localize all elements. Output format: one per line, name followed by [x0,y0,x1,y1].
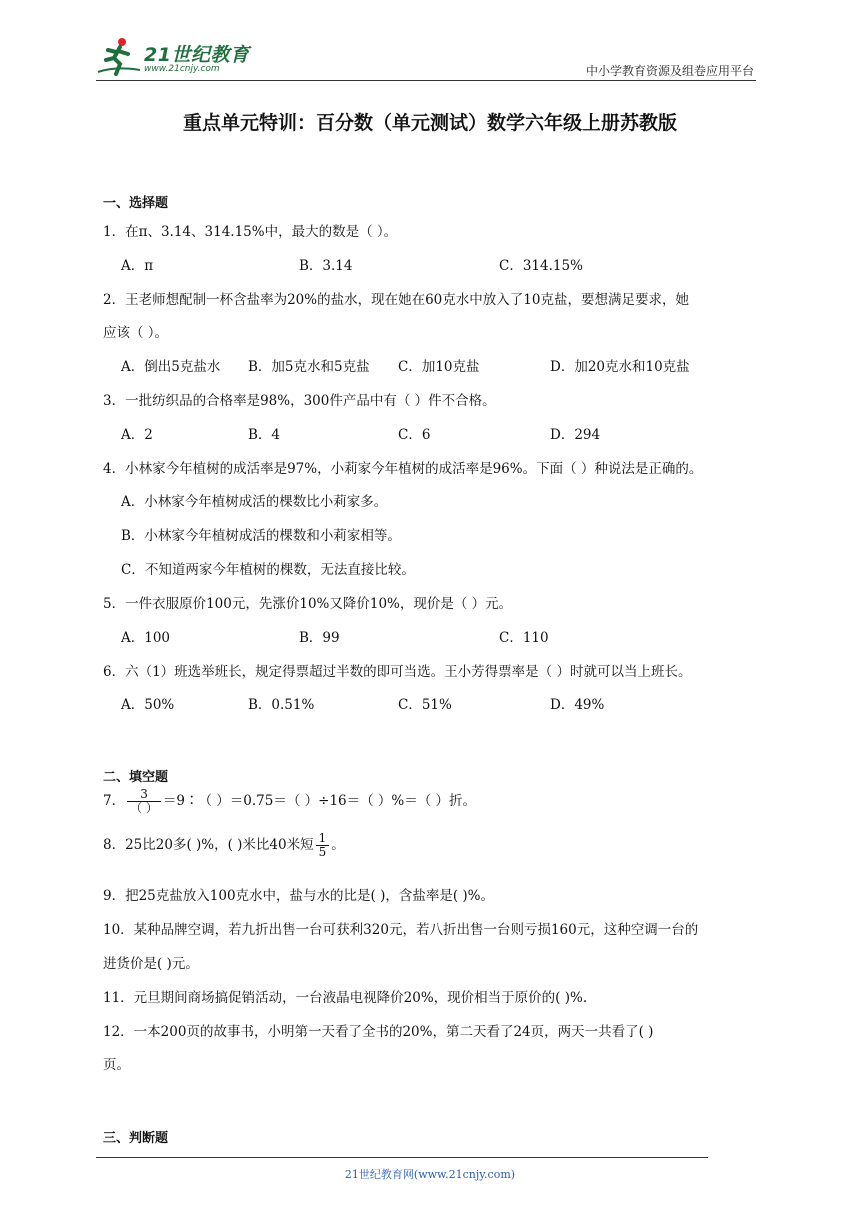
question-3-stem: 3．一批纺织品的合格率是98%，300件产品中有（ ）件不合格。 [103,393,496,409]
question-5-option-a: A．100 [121,630,171,646]
question-1-option-c: C．314.15% [499,258,583,274]
question-1-stem: 1．在π、3.14、314.15%中，最大的数是（ ）。 [103,224,398,240]
logo-text: 21世纪教育 [144,44,250,66]
question-2-stem-line1: 2．王老师想配制一杯含盐率为20%的盐水，现在她在60克水中放入了10克盐，要想满足要求，她 [103,292,689,308]
footer-link[interactable]: 21世纪教育网(www.21cnjy.com) [344,1168,516,1181]
question-4-option-c: C．不知道两家今年植树的棵数，无法直接比较。 [121,562,415,578]
question-12-line2: 页。 [103,1057,130,1073]
question-8 [103,832,345,859]
question-6-stem: 6．六（1）班选举班长，规定得票超过半数的即可当选。王小芳得票率是（ ）时就可以当上班长。 [103,664,692,680]
question-4-option-b: B．小林家今年植树成活的棵数和小莉家相等。 [121,528,401,544]
question-1-option-b: B．3.14 [299,258,353,274]
logo-url: www.21cnjy.com [144,64,220,74]
question-11: 11．元旦期间商场搞促销活动，一台液晶电视降价20%，现价相当于原价的( )%. [103,990,588,1006]
question-2-option-b: B．加5克水和5克盐 [248,359,370,375]
site-logo[interactable] [96,36,266,78]
question-8-text: 8．25比20多( )%，( )米比40米短 [103,837,314,854]
question-8-fraction [316,832,330,859]
question-7-fraction [127,788,161,815]
question-6-option-b: B．0.51% [248,697,315,713]
question-2-option-d: D．加20克水和10克盐 [550,359,690,375]
question-3-option-c: C．6 [398,427,431,443]
question-7-number: 7． [103,793,126,810]
platform-label: 中小学教育资源及组卷应用平台 [585,64,754,78]
section-heading-choice: 一、选择题 [103,196,169,211]
section-heading-fill: 二、填空题 [103,770,169,785]
fraction-numerator: 3 [127,788,161,802]
question-10-line2: 进货价是( )元。 [103,956,199,972]
question-5-option-b: B．99 [299,630,340,646]
question-10-line1: 10．某种品牌空调，若九折出售一台可获利320元，若八折出售一台则亏损160元，这种空调一台的 [103,922,699,938]
question-8-end: 。 [331,837,345,854]
question-2-option-a: A．倒出5克盐水 [121,359,221,375]
question-9: 9．把25克盐放入100克水中，盐与水的比是( )，含盐率是( )%。 [103,888,495,904]
question-2-stem-line2: 应该（ ）。 [103,325,169,341]
question-4-stem: 4．小林家今年植树的成活率是97%，小莉家今年植树的成活率是96%。下面（ ）种说法是正确的。 [103,461,703,477]
question-6-option-a: A．50% [121,697,175,713]
section-heading-judge: 三、判断题 [103,1131,169,1146]
question-1-option-a: A．π [121,258,154,274]
page-title: 重点单元特训：百分数（单元测试）数学六年级上册苏教版 [182,112,677,134]
question-4-option-a: A．小林家今年植树成活的棵数比小莉家多。 [121,494,388,510]
question-6-option-c: C．51% [398,697,452,713]
fraction-denominator: 5 [318,845,327,860]
question-3-option-b: B．4 [248,427,281,443]
question-7 [103,788,476,815]
question-7-rest: ＝9∶（ ）＝0.75＝（ ）÷16＝（ ）%＝（ ）折。 [162,793,477,810]
header-divider [96,80,756,81]
runner-icon [96,36,142,76]
fraction-denominator: （ ） [130,801,158,816]
question-5-option-c: C．110 [499,630,549,646]
question-3-option-d: D．294 [550,427,601,443]
footer-divider [96,1157,708,1158]
question-12-line1: 12．一本200页的故事书，小明第一天看了全书的20%，第二天看了24页，两天一共看了( ) [103,1024,654,1040]
question-6-option-d: D．49% [550,697,605,713]
question-3-option-a: A．2 [121,427,153,443]
fraction-numerator: 1 [316,832,330,846]
question-5-stem: 5．一件衣服原价100元，先涨价10%又降价10%，现价是（ ）元。 [103,596,513,612]
question-2-option-c: C．加10克盐 [398,359,480,375]
